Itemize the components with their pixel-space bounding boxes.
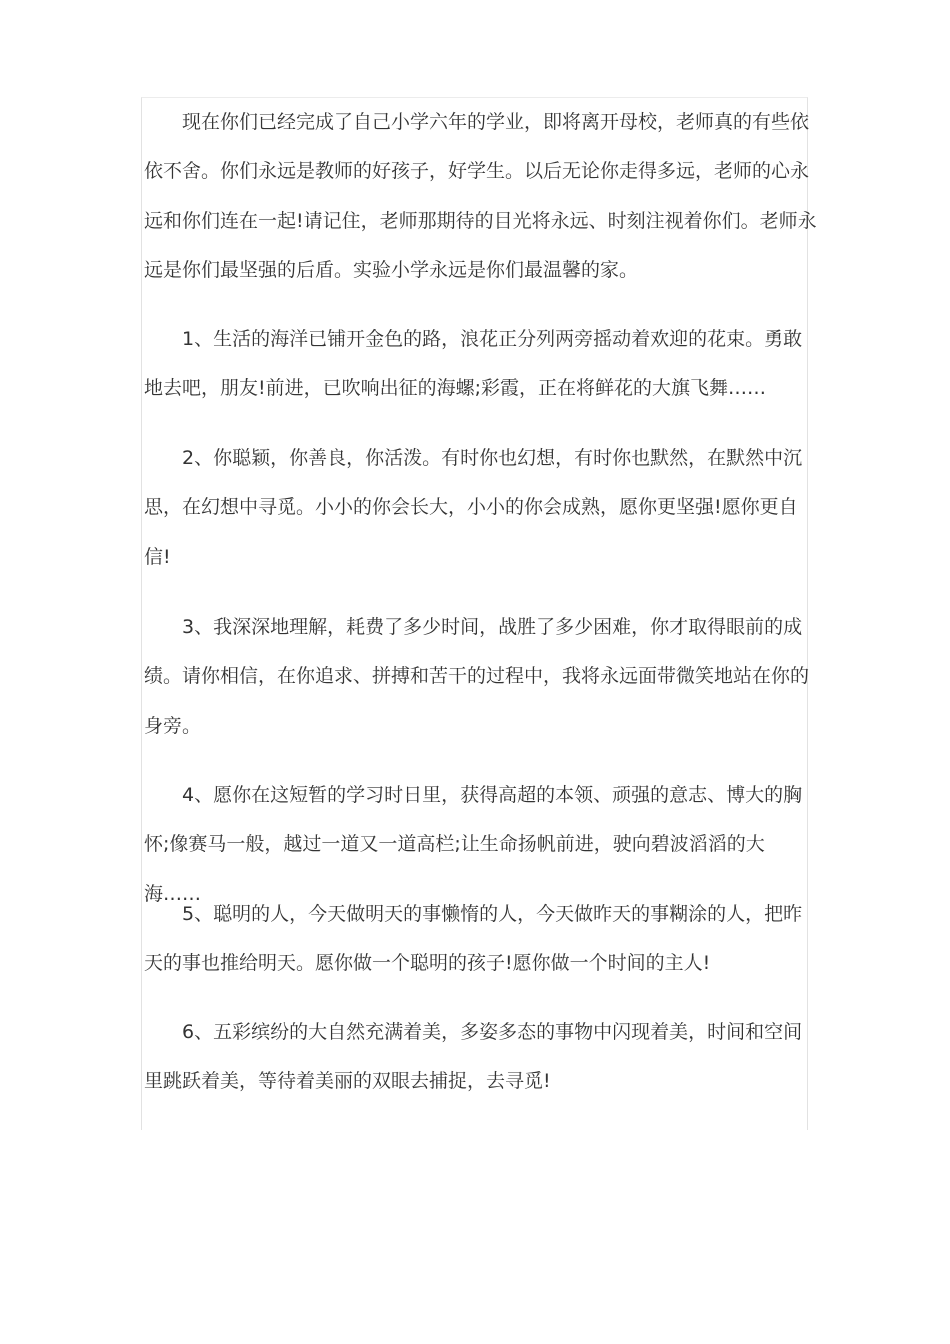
paragraph-item-6: 6、五彩缤纷的大自然充满着美，多姿多态的事物中闪现着美，时间和空间里跳跃着美，等待着美丽的双眼去捕捉，去寻觅! [144, 1021, 803, 1093]
paragraph-item-5: 5、聪明的人，今天做明天的事懒惰的人，今天做昨天的事糊涂的人，把昨天的事也推给明天。愿你做一个聪明的孩子!愿你做一个时间的主人! [144, 903, 803, 975]
document-page [141, 97, 817, 1130]
paragraph-intro: 现在你们已经完成了自己小学六年的学业，即将离开母校，老师真的有些依依不舍。你们永远是教师的好孩子，好学生。以后无论你走得多远，老师的心永远和你们连在一起!请记住，老师那期待的目光将永远、时刻注视着你们。老师永远是你们最坚强的后盾。实验小学永远是你们最温馨的家。 [144, 111, 817, 281]
paragraph-item-1: 1、生活的海洋已铺开金色的路，浪花正分列两旁摇动着欢迎的花束。勇敢地去吧，朋友!前进，已吹响出征的海螺;彩霞，正在将鲜花的大旗飞舞…… [144, 328, 803, 400]
paragraph-item-2: 2、你聪颖，你善良，你活泼。有时你也幻想，有时你也默然，在默然中沉思，在幻想中寻觅。小小的你会长大，小小的你会成熟，愿你更坚强!愿你更自信! [144, 447, 803, 568]
paragraph-item-3: 3、我深深地理解，耗费了多少时间，战胜了多少困难，你才取得眼前的成绩。请你相信，在你追求、拼搏和苦干的过程中，我将永远面带微笑地站在你的身旁。 [144, 616, 810, 737]
paragraph-item-4: 4、愿你在这短暂的学习时日里，获得高超的本领、顽强的意志、博大的胸怀;像赛马一般，越过一道又一道高栏;让生命扬帆前进，驶向碧波滔滔的大海…… [144, 784, 803, 905]
